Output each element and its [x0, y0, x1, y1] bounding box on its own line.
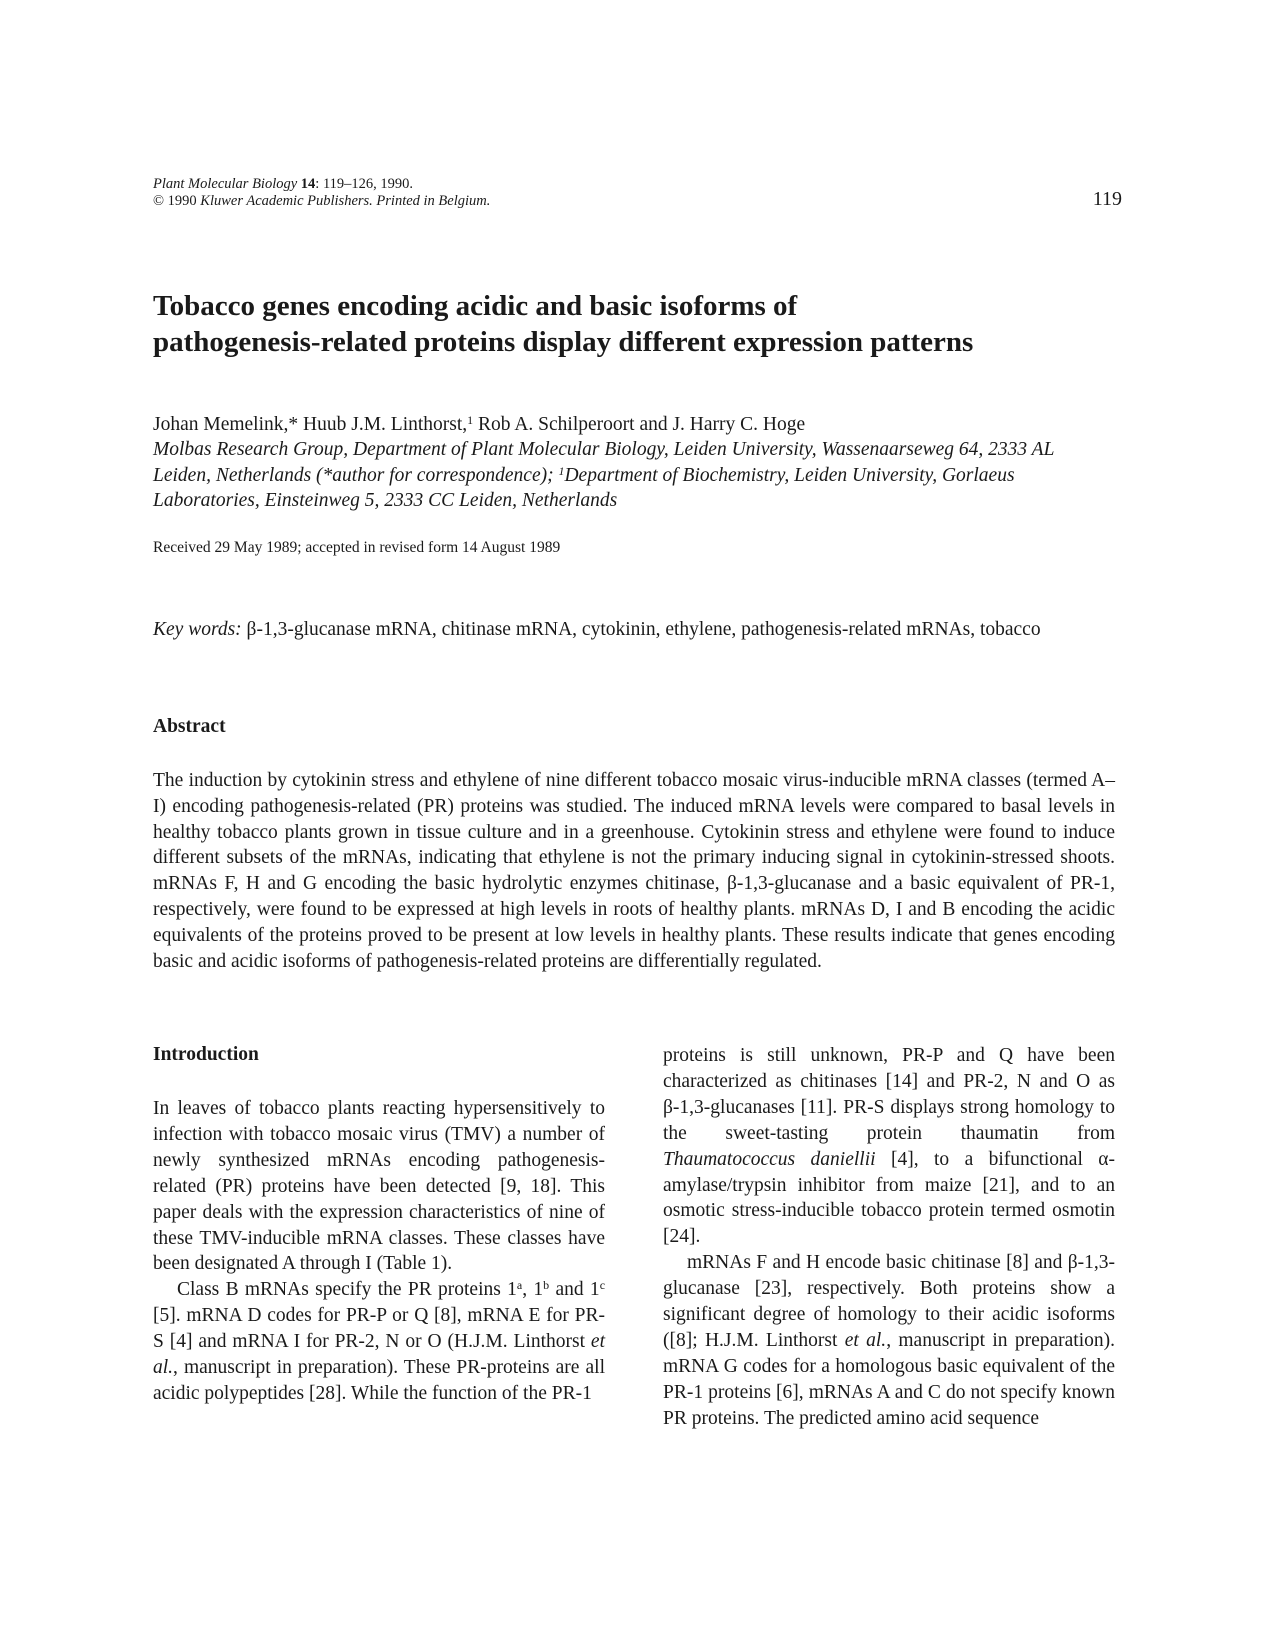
- intro-paragraph-1: In leaves of tobacco plants reacting hypersensitively to infection with tobacco mosaic virus (TMV) a number of newly synthesized mRNAs encoding pathogenesis-related (PR) proteins have been detected [9, 18]. This paper deals with the expression characteristics of nine of these TMV-inducible mRNA classes. These classes have been designated A through I (Table 1).: [153, 1098, 605, 1275]
- r2-part-a: mRNAs F and H encode basic chitinase [8] and β-1,3-glucanase [23], respectively. Both proteins show a significant degree of homology to their acidic isoforms ([8]; H.J.M. Linthorst: [663, 1252, 1115, 1351]
- p2-part-e: , manuscript in preparation). These PR-proteins are all acidic polypeptides [28]. While the function of the PR-1: [153, 1357, 605, 1404]
- publisher: Kluwer Academic Publishers. Printed in Belgium.: [200, 193, 491, 209]
- intro-paragraph-4: [663, 1250, 1115, 1431]
- keywords-label: Key words:: [153, 619, 242, 640]
- p2-part-d: [5]. mRNA D codes for PR-P or Q [8], mRNA E for PR-S [4] and mRNA I for PR-2, N or O (H.J.M. Linthorst: [153, 1305, 605, 1353]
- journal-line-2: [153, 193, 490, 210]
- left-column: [153, 1096, 605, 1407]
- author-names-2: Rob A. Schilperoort and J. Harry C. Hoge: [473, 414, 806, 435]
- introduction-heading: Introduction: [153, 1044, 259, 1065]
- article-title: [153, 288, 1113, 360]
- right-column: [663, 1043, 1115, 1432]
- affiliations: [153, 437, 1113, 514]
- p2-part-b: , 1: [522, 1279, 544, 1301]
- r2-part-b: , manuscript in preparation). mRNA G codes for a homologous basic equivalent of the PR-1 proteins [6], mRNAs A and C do not specify known PR proteins. The predicted amino acid sequence: [663, 1329, 1115, 1429]
- journal-name: Plant Molecular Biology: [153, 176, 298, 192]
- p2-sup-c: c: [599, 1278, 606, 1293]
- p2-etal: et al.: [153, 1331, 605, 1379]
- received-dates: Received 29 May 1989; accepted in revised form 14 August 1989: [153, 539, 561, 556]
- author-affil-sup: 1: [467, 413, 474, 427]
- intro-paragraph-3: [663, 1043, 1115, 1250]
- copyright-symbol: ©: [153, 193, 165, 209]
- journal-pages-year: : 119–126, 1990.: [315, 176, 414, 192]
- journal-citation: [153, 176, 490, 210]
- r1-species: Thaumatococcus daniellii: [663, 1148, 876, 1170]
- keywords-text: β-1,3-glucanase mRNA, chitinase mRNA, cytokinin, ethylene, pathogenesis-related mRNAs, tobacco: [241, 619, 1041, 640]
- p2-part-c: and 1: [549, 1279, 600, 1301]
- author-names-1: Johan Memelink,* Huub J.M. Linthorst,: [153, 414, 468, 435]
- copyright-year: 1990: [167, 193, 197, 209]
- affiliation-sup: 1: [558, 463, 565, 478]
- author-list: [153, 412, 805, 437]
- affiliation-2: Department of Biochemistry, Leiden University, Gorlaeus Laboratories, Einsteinweg 5, 2333 CC Leiden, Netherlands: [153, 464, 1015, 511]
- p2-sup-b: b: [543, 1278, 550, 1293]
- abstract-heading: Abstract: [153, 716, 226, 737]
- intro-paragraph-2: [153, 1277, 605, 1407]
- journal-line-1: [153, 176, 490, 193]
- r1-part-a: proteins is still unknown, PR-P and Q have been characterized as chitinases [14] and PR-2, N and O as β-1,3-glucanases [11]. PR-S displays strong homology to the sweet-tasting protein thaumatin from: [663, 1045, 1115, 1144]
- title-line-2: pathogenesis-related proteins display different expression patterns: [153, 326, 974, 358]
- keywords: [153, 617, 1115, 642]
- affiliation-1: Molbas Research Group, Department of Plant Molecular Biology, Leiden University, Wassenaarseweg 64, 2333 AL Leiden, Netherlands (*author for correspondence);: [153, 439, 1055, 486]
- page-number: 119: [1092, 188, 1122, 210]
- r2-etal: et al.: [844, 1329, 887, 1351]
- abstract-text: The induction by cytokinin stress and ethylene of nine different tobacco mosaic virus-inducible mRNA classes (termed A–I) encoding pathogenesis-related (PR) proteins was studied. The induced mRNA levels were compared to basal levels in healthy tobacco plants grown in tissue culture and in a greenhouse. Cytokinin stress and ethylene were found to induce different subsets of the mRNAs, indicating that ethylene is not the primary inducing signal in cytokinin-stressed shoots. mRNAs F, H and G encoding the basic hydrolytic enzymes chitinase, β-1,3-glucanase and a basic equivalent of PR-1, respectively, were found to be expressed at high levels in roots of healthy plants. mRNAs D, I and B encoding the acidic equivalents of the proteins proved to be present at low levels in healthy plants. These results indicate that genes encoding basic and acidic isoforms of pathogenesis-related proteins are differentially regulated.: [153, 770, 1115, 972]
- r1-part-b: [4], to a bifunctional α-amylase/trypsin inhibitor from maize [21], and to an osmotic stress-inducible tobacco protein termed osmotin [24].: [663, 1148, 1115, 1248]
- title-line-1: Tobacco genes encoding acidic and basic isoforms of: [153, 290, 798, 322]
- p2-part-a: Class B mRNAs specify the PR proteins 1: [177, 1279, 517, 1301]
- journal-volume: 14: [300, 176, 316, 192]
- p2-sup-a: a: [516, 1278, 523, 1293]
